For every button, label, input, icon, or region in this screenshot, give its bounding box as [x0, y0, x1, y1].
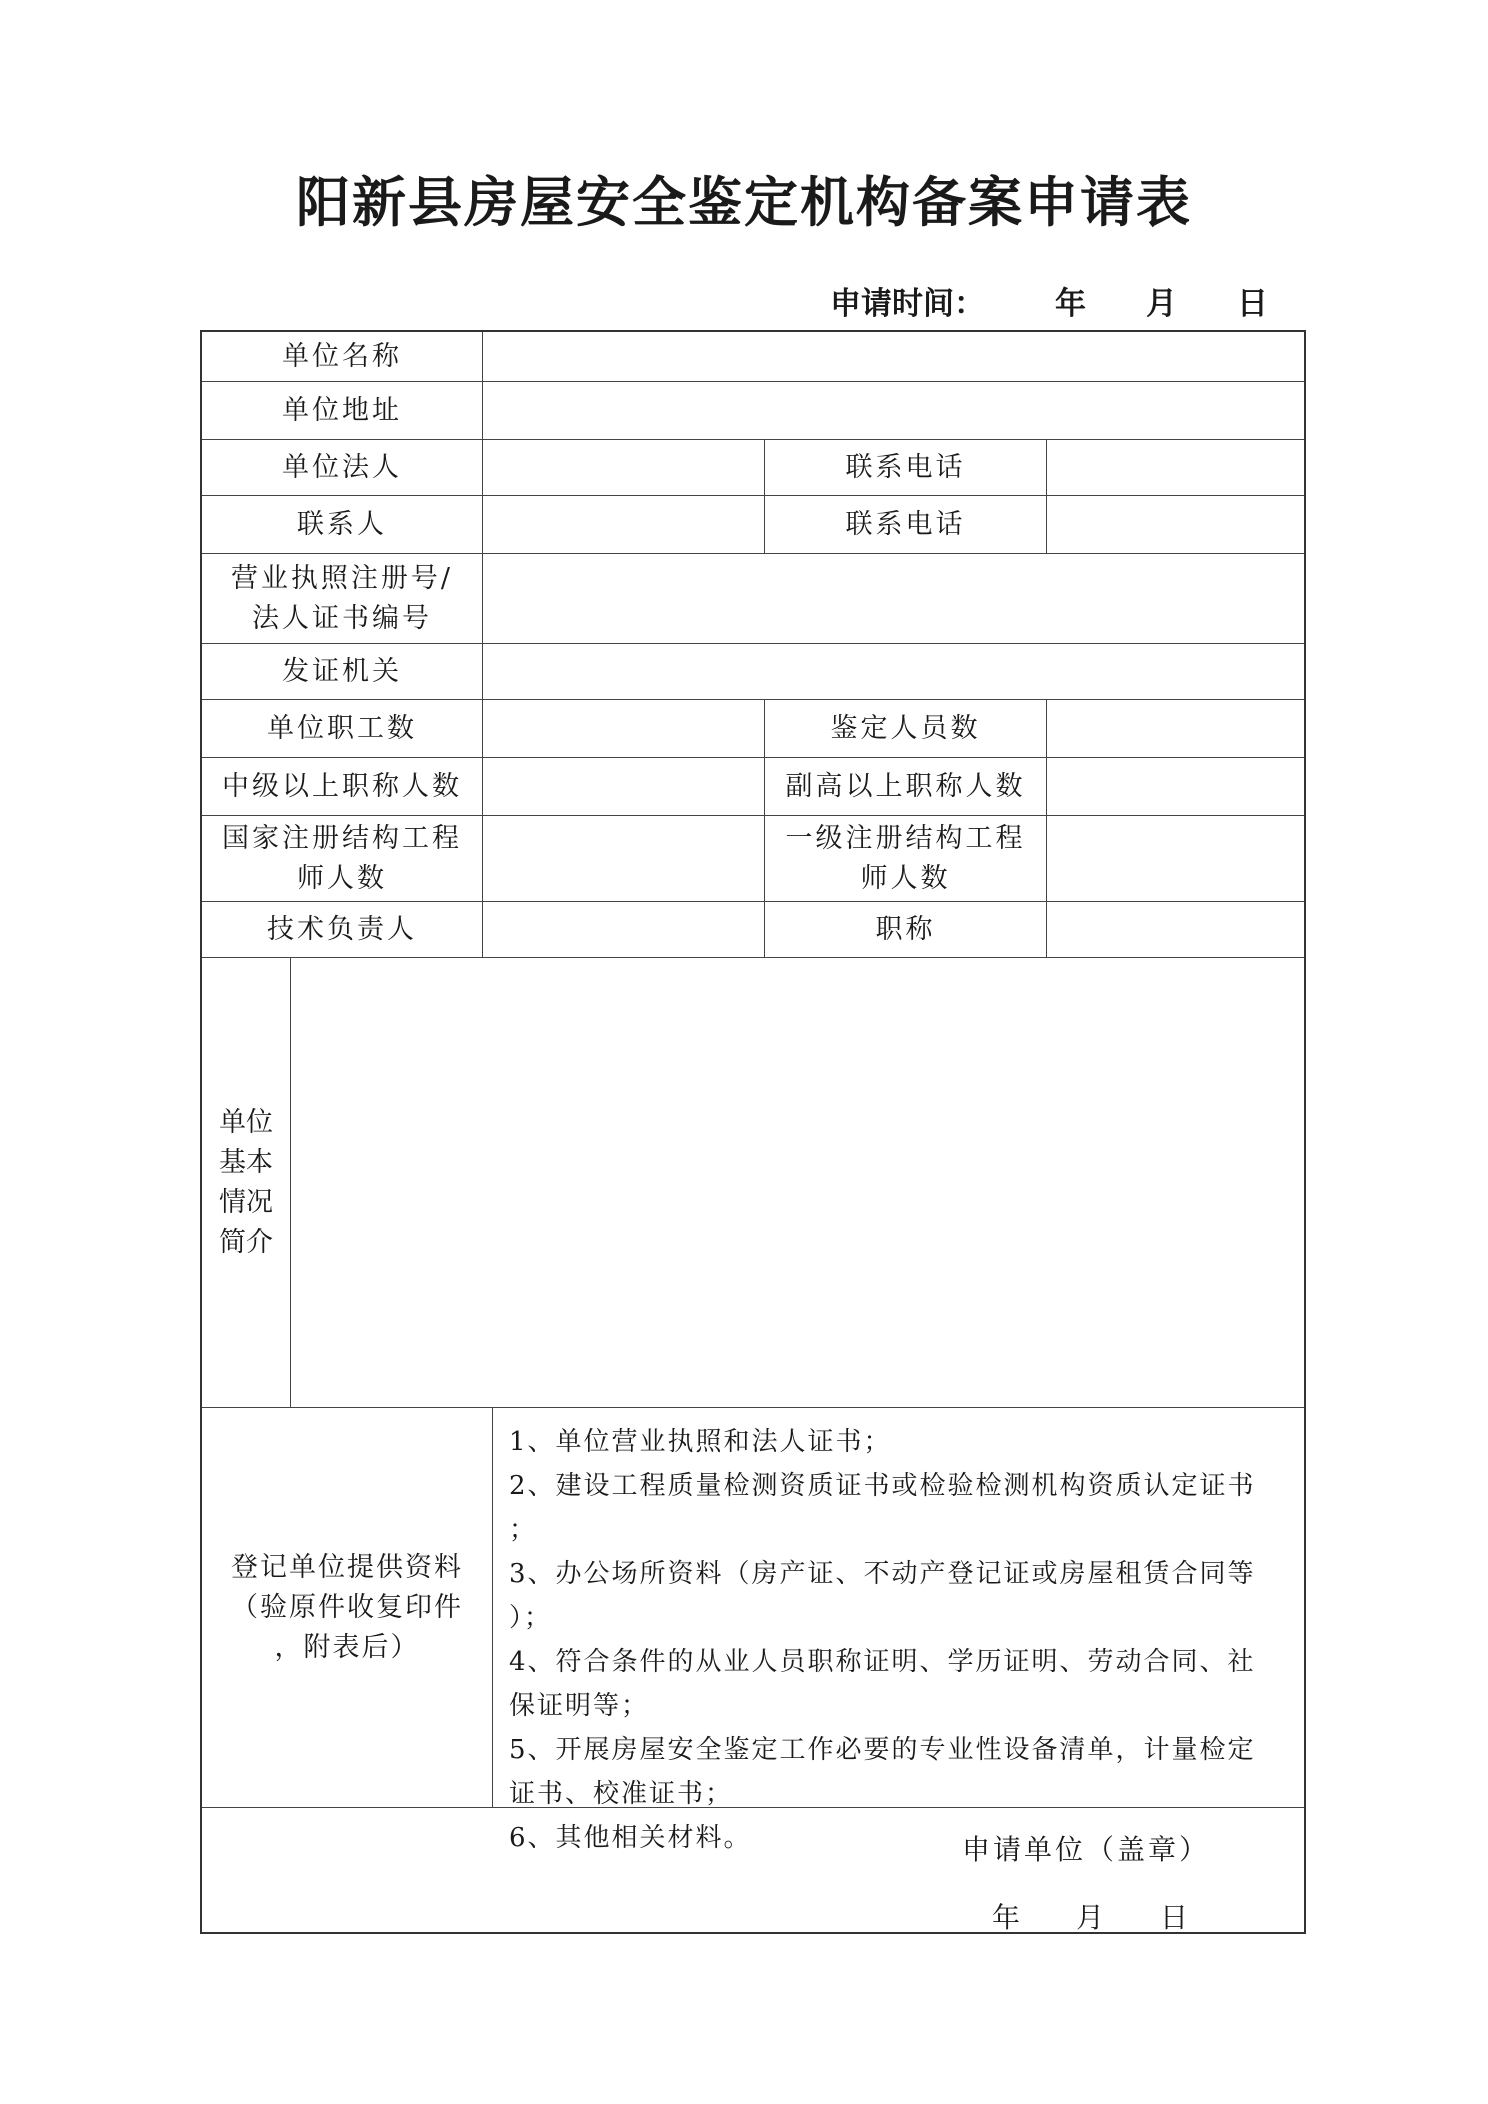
materials-line: ）； [509, 1603, 553, 1633]
row-legal-person [202, 440, 1304, 496]
mid-title-count-field[interactable] [482, 758, 764, 815]
row-signature [202, 1808, 1304, 1932]
phone-1-field[interactable] [1046, 440, 1304, 495]
profile-field[interactable] [290, 958, 1304, 1407]
license-no-field[interactable] [482, 554, 1304, 643]
national-engineer-count-field[interactable] [482, 816, 764, 901]
tech-lead-label: 技术负责人 [267, 913, 417, 945]
materials-line: 证书、校准证书； [509, 1779, 734, 1809]
row-staff [202, 700, 1304, 758]
appraiser-count-label: 鉴定人员数 [764, 700, 1046, 757]
row-engineers [202, 816, 1304, 902]
materials-line: 3、办公场所资料（房产证、不动产登记证或房屋租赁合同等 [509, 1559, 1256, 1589]
materials-line: 2、建设工程质量检测资质证书或检验检测机构资质认定证书 [509, 1471, 1256, 1501]
materials-line: 5、开展房屋安全鉴定工作必要的专业性设备清单，计量检定 [509, 1735, 1256, 1765]
row-contact [202, 496, 1304, 554]
staff-count-field[interactable] [482, 700, 764, 757]
legal-person-label: 单位法人 [282, 451, 402, 483]
first-class-engineer-count-label: 一级注册结构工程 师人数 [764, 816, 1046, 901]
row-tech-lead [202, 902, 1304, 958]
materials-line: 保证明等； [509, 1691, 650, 1721]
application-form-table [200, 330, 1306, 1934]
signature-year: 年 [992, 1901, 1021, 1934]
row-issuer [202, 644, 1304, 700]
row-profile [202, 958, 1304, 1408]
profile-label: 单位 基本 情况 简介 [219, 1106, 273, 1258]
row-unit-name [202, 332, 1304, 382]
materials-label: 登记单位提供资料 （验原件收复印件 ，附表后） [231, 1551, 463, 1663]
unit-name-label: 单位名称 [282, 340, 402, 372]
senior-title-count-label: 副高以上职称人数 [764, 758, 1046, 815]
apply-date-year: 年 [1055, 286, 1086, 322]
tech-lead-title-label: 职称 [764, 902, 1046, 957]
signature-label: 申请单位（盖章） [962, 1833, 1211, 1866]
signature-day: 日 [1160, 1901, 1189, 1934]
apply-date-month: 月 [1146, 286, 1177, 322]
tech-lead-title-field[interactable] [1046, 902, 1304, 957]
materials-line: 4、符合条件的从业人员职称证明、学历证明、劳动合同、社 [509, 1647, 1256, 1677]
phone-2-field[interactable] [1046, 496, 1304, 553]
senior-title-count-field[interactable] [1046, 758, 1304, 815]
row-unit-address [202, 382, 1304, 440]
form-title: 阳新县房屋安全鉴定机构备案申请表 [296, 171, 1192, 234]
unit-name-field[interactable] [482, 332, 1304, 381]
issuer-label: 发证机关 [282, 655, 402, 687]
contact-label: 联系人 [297, 508, 387, 540]
apply-date-line [830, 278, 1270, 323]
apply-date-day: 日 [1237, 286, 1268, 322]
contact-field[interactable] [482, 496, 764, 553]
legal-person-field[interactable] [482, 440, 764, 495]
phone-1-label: 联系电话 [764, 440, 1046, 495]
license-no-label: 营业执照注册号/ 法人证书编号 [230, 563, 454, 634]
row-titles [202, 758, 1304, 816]
issuer-field[interactable] [482, 644, 1304, 699]
appraiser-count-field[interactable] [1046, 700, 1304, 757]
first-class-engineer-count-field[interactable] [1046, 816, 1304, 901]
phone-2-label: 联系电话 [764, 496, 1046, 553]
materials-line: 6、其他相关材料。 [509, 1823, 752, 1853]
signature-month: 月 [1076, 1901, 1105, 1934]
materials-line: 1、单位营业执照和法人证书； [509, 1427, 892, 1457]
national-engineer-count-label: 国家注册结构工程 师人数 [222, 823, 462, 894]
signature-date [992, 1896, 1188, 1936]
staff-count-label: 单位职工数 [267, 712, 417, 744]
row-license-no [202, 554, 1304, 644]
unit-address-label: 单位地址 [282, 394, 402, 426]
apply-date-label: 申请时间： [830, 286, 985, 322]
materials-line: ； [509, 1515, 538, 1545]
unit-address-field[interactable] [482, 382, 1304, 439]
tech-lead-field[interactable] [482, 902, 764, 957]
mid-title-count-label: 中级以上职称人数 [222, 770, 462, 802]
